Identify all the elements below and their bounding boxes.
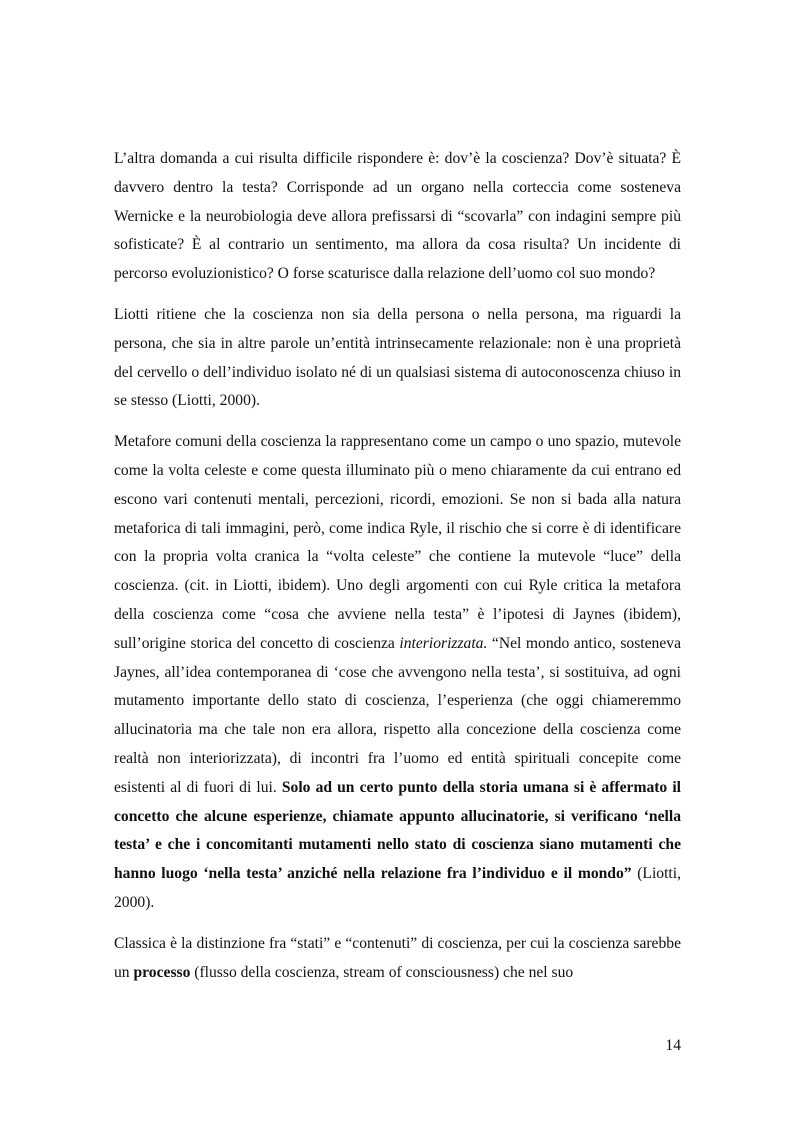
document-body bbox=[114, 145, 681, 999]
paragraph-3-text-b: “Nel mondo antico, sosteneva Jaynes, all’idea contemporanea di ‘cose che avvengono nella testa’, si sostituiva, ad ogni mutamento importante dello stato di coscienza, l’esperienza (che oggi chiameremmo allucinatoria ma che tale non era allora, rispetto alla concezione della coscienza come realtà non interiorizzata), di incontri fra l’uomo ed entità spirituali concepite come esistenti al di fuori di lui. bbox=[114, 634, 681, 796]
paragraph-3-italic-term: interiorizzata. bbox=[399, 634, 488, 652]
paragraph-4 bbox=[114, 930, 681, 988]
paragraph-4-text-b: (flusso della coscienza, stream of consciousness) che nel suo bbox=[190, 963, 574, 981]
paragraph-1 bbox=[114, 145, 681, 289]
paragraph-3-citation: (Liotti, 2000). bbox=[114, 865, 681, 911]
page-number: 14 bbox=[665, 1037, 681, 1054]
paragraph-3-bold-quote: Solo ad un certo punto della storia umana si è affermato il concetto che alcune esperienze, chiamate appunto allucinatorie, si verificano ‘nella testa’ e che i concomitanti mutamenti nello stato di coscienza siano mutamenti che hanno luogo ‘nella testa’ anziché nella relazione fra l’individuo e il mondo” bbox=[114, 778, 681, 883]
paragraph-3 bbox=[114, 428, 681, 918]
paragraph-2 bbox=[114, 301, 681, 416]
paragraph-4-bold-term: processo bbox=[133, 963, 191, 981]
paragraph-4-text-a: Classica è la distinzione fra “stati” e “contenuti” di coscienza, per cui la coscienza sarebbe un bbox=[114, 934, 681, 981]
paragraph-3-text-a: Metafore comuni della coscienza la rappresentano come un campo o uno spazio, mutevole come la volta celeste e come questa illuminato più o meno chiaramente da cui entrano ed escono vari contenuti mentali, percezioni, ricordi, emozioni. Se non si bada alla natura metaforica di tali immagini, però, come indica Ryle, il rischio che si corre è di identificare con la propria volta cranica la “volta celeste” che contiene la mutevole “luce” della coscienza. (cit. in Liotti, ibidem). Uno degli argomenti con cui Ryle critica la metafora della coscienza come “cosa che avviene nella testa” è l’ipotesi di Jaynes (ibidem), sull’origine storica del concetto di coscienza bbox=[114, 433, 681, 652]
paragraph-1-text: L’altra domanda a cui risulta difficile rispondere è: dov’è la coscienza? Dov’è situata? È davvero dentro la testa? Corrisponde ad un organo nella corteccia come sosteneva Wernicke e la neurobiologia deve allora prefissarsi di “scovarla” con indagini sempre più sofisticate? È al contrario un sentimento, ma allora da cosa risulta? Un incidente di percorso evoluzionistico? O forse scaturisce dalla relazione dell’uomo col suo mondo? bbox=[114, 150, 681, 283]
paragraph-2-text: Liotti ritiene che la coscienza non sia della persona o nella persona, ma riguardi la persona, che sia in altre parole un’entità intrinsecamente relazionale: non è una proprietà del cervello o dell’individuo isolato né di un qualsiasi sistema di autoconoscenza chiuso in se stesso (Liotti, 2000). bbox=[114, 305, 681, 410]
